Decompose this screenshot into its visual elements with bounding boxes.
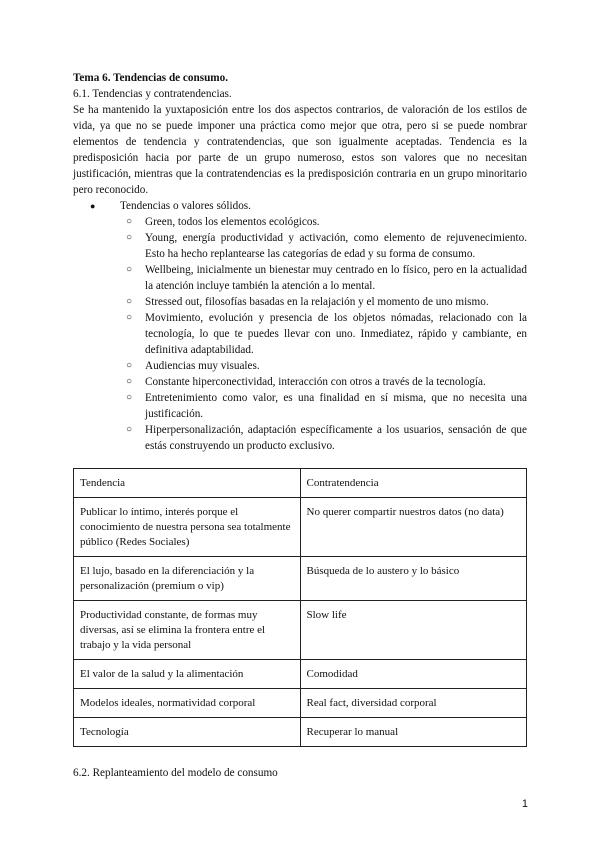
bullet-circle-icon: ○ bbox=[126, 360, 133, 371]
sub-list-item: ○ Audiencias muy visuales. bbox=[126, 360, 260, 372]
table-row bbox=[74, 689, 527, 718]
bullet-circle-icon: ○ bbox=[126, 264, 133, 275]
table-cell: Búsqueda de lo austero y lo básico bbox=[300, 557, 527, 601]
table-row bbox=[74, 660, 527, 689]
table-cell: Slow life bbox=[300, 601, 527, 660]
table-cell: Productividad constante, de formas muy diversas, así se elimina la frontera entre el trabajo y la vida personal bbox=[74, 601, 301, 660]
document-title: Tema 6. Tendencias de consumo. bbox=[73, 72, 228, 84]
bullet-circle-icon: ○ bbox=[126, 312, 133, 323]
document-page bbox=[73, 70, 527, 781]
table-cell: El lujo, basado en la diferenciación y la personalización (premium o vip) bbox=[74, 557, 301, 601]
table-cell: Recuperar lo manual bbox=[300, 718, 527, 747]
bullet-circle-icon: ○ bbox=[126, 232, 133, 243]
table-cell: Publicar lo íntimo, interés porque el conocimiento de nuestra persona sea totalmente público (Redes Sociales) bbox=[74, 498, 301, 557]
list-item bbox=[90, 198, 527, 454]
table-row bbox=[74, 601, 527, 660]
bullet-circle-icon: ○ bbox=[126, 424, 133, 435]
table-cell: Real fact, diversidad corporal bbox=[300, 689, 527, 718]
main-bullet-text: Tendencias o valores sólidos. bbox=[120, 200, 251, 212]
table-cell: No querer compartir nuestros datos (no data) bbox=[300, 498, 527, 557]
sub-list-item: ○ Entretenimiento como valor, es una finalidad en sí misma, que no necesita una justificación. bbox=[126, 392, 527, 420]
table-row bbox=[74, 557, 527, 601]
header-cell-tendencia: Tendencia bbox=[74, 469, 301, 498]
sub-list-item: ○ Green, todos los elementos ecológicos. bbox=[126, 216, 320, 228]
sub-list-item: ○ Young, energía productividad y activación, como elemento de rejuvenecimiento. Esto ha hecho replantearse las categorías de edad y su forma de consumo. bbox=[126, 232, 527, 260]
sub-bullet-list bbox=[120, 214, 527, 454]
intro-paragraph: Se ha mantenido la yuxtaposición entre los dos aspectos contrarios, de valoración de los estilos de vida, ya que no se puede imponer una práctica como mejor que otra, pero si se puede nombrar elementos de tendencia y contratendencias, que son igualmente aceptadas. Tendencia es la predisposición hacia por parte de un grupo numeroso, estos son valores que no necesitan justificación, mientras que la contratendencias es la predisposición contraria en un grupo minoritario pero reconocido. bbox=[73, 104, 527, 196]
sub-list-item: ○ Hiperpersonalización, adaptación específicamente a los usuarios, sensación de que estás construyendo un producto exclusivo. bbox=[126, 424, 527, 452]
bullet-circle-icon: ○ bbox=[126, 376, 133, 387]
bullet-circle-icon: ○ bbox=[126, 392, 133, 403]
sub-list-item: ○ Wellbeing, inicialmente un bienestar muy centrado en lo físico, pero en la actualidad la atención incluye también la atención a lo mental. bbox=[126, 264, 527, 292]
bullet-circle-icon: ○ bbox=[126, 216, 133, 227]
table-cell: El valor de la salud y la alimentación bbox=[74, 660, 301, 689]
table-cell: Tecnología bbox=[74, 718, 301, 747]
section-heading-6-2: 6.2. Replanteamiento del modelo de consumo bbox=[73, 767, 278, 779]
table-row bbox=[74, 498, 527, 557]
page-number: 1 bbox=[521, 798, 528, 810]
sub-list-item: ○ Stressed out, filosofías basadas en la relajación y el momento de uno mismo. bbox=[126, 296, 489, 308]
table-row bbox=[74, 718, 527, 747]
bullet-dot-icon: ● bbox=[90, 201, 96, 211]
header-cell-contratendencia: Contratendencia bbox=[300, 469, 527, 498]
bullet-circle-icon: ○ bbox=[126, 296, 133, 307]
sub-list-item: ○ Constante hiperconectividad, interacción con otros a través de la tecnología. bbox=[126, 376, 486, 388]
main-bullet-list bbox=[73, 198, 527, 454]
trends-table bbox=[73, 468, 527, 747]
sub-list-item: ○ Movimiento, evolución y presencia de los objetos nómadas, relacionado con la tecnología, lo que te puedes llevar con uno. Inmediatez, rápido y cambiante, en definitiva adaptabilidad. bbox=[126, 312, 527, 356]
table-cell: Comodidad bbox=[300, 660, 527, 689]
table-header-row bbox=[74, 469, 527, 498]
section-heading-6-1: 6.1. Tendencias y contratendencias. bbox=[73, 88, 232, 100]
table-cell: Modelos ideales, normatividad corporal bbox=[74, 689, 301, 718]
